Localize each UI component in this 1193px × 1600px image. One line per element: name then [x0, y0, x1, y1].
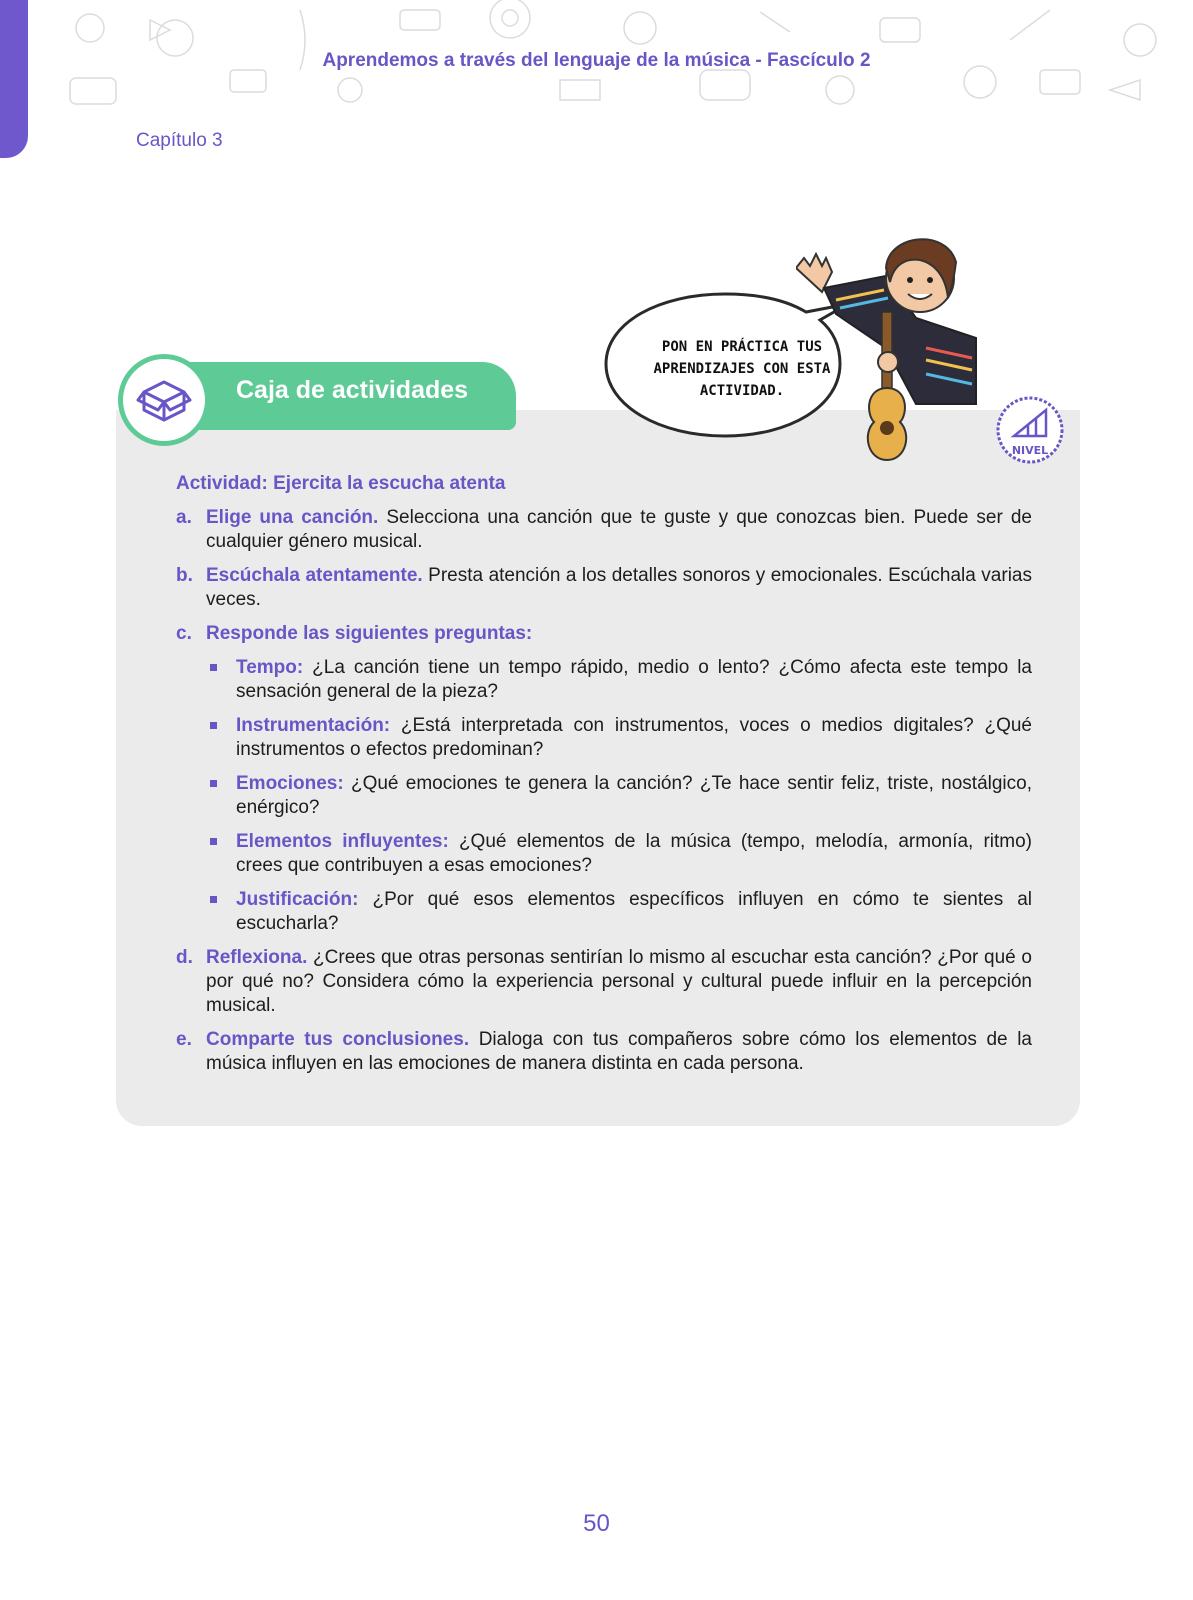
bullet-icon [210, 722, 217, 729]
level-badge-icon [994, 390, 1066, 472]
question-text: ¿Qué elementos de la música (tempo, melodía, armonía, ritmo) crees que contribuyen a esas emociones? [236, 831, 1032, 876]
question-heading: Tempo: [236, 657, 304, 678]
list-item [176, 506, 1032, 554]
bullet-icon [210, 664, 217, 671]
page-number: 50 [583, 1510, 610, 1537]
item-label: a. [176, 507, 192, 528]
item-label: e. [176, 1029, 192, 1050]
open-box-icon [136, 372, 192, 428]
question-heading: Instrumentación: [236, 715, 391, 736]
item-text: Presta atención a los detalles sonoros y emocionales. Escúchala varias veces. [206, 565, 1032, 610]
question-heading: Elementos influyentes: [236, 831, 449, 852]
item-heading: Comparte tus conclusiones. [206, 1029, 470, 1050]
box-icon [118, 354, 210, 446]
character-illustration [796, 228, 986, 464]
level-badge-text: NIVEL [1011, 444, 1049, 457]
chapter-label: Capítulo 3 [136, 130, 223, 151]
activity-box-title: Caja de actividades [236, 376, 469, 404]
item-heading: Responde las siguientes preguntas: [206, 623, 533, 644]
question-text: ¿Por qué esos elementos específicos influyen en cómo te sientes al escucharla? [236, 889, 1032, 934]
side-color-tab [0, 0, 28, 158]
speech-bubble-text: PON EN PRÁCTICA TUS APRENDIZAJES CON ESTA ACTIVIDAD. [653, 339, 831, 399]
bullet-icon [210, 896, 217, 903]
question-text: ¿Qué emociones te genera la canción? ¿Te hace sentir feliz, triste, nostálgico, enérgico? [236, 773, 1032, 818]
bullet-icon [210, 780, 217, 787]
question-item [176, 772, 1032, 820]
item-text: Selecciona una canción que te guste y que conozcas bien. Puede ser de cualquier género musical. [206, 507, 1032, 552]
list-item [176, 564, 1032, 612]
question-text: ¿Está interpretada con instrumentos, voces o medios digitales? ¿Qué instrumentos o efectos predominan? [236, 715, 1032, 760]
question-item [176, 656, 1032, 704]
activity-title: Actividad: Ejercita la escucha atenta [176, 473, 506, 494]
item-heading: Elige una canción. [206, 507, 379, 528]
list-item [176, 1028, 1032, 1076]
question-heading: Emociones: [236, 773, 344, 794]
item-label: b. [176, 565, 193, 586]
question-text: ¿La canción tiene un tempo rápido, medio o lento? ¿Cómo afecta este tempo la sensación general de la pieza? [236, 657, 1032, 702]
item-text: ¿Crees que otras personas sentirían lo mismo al escuchar esta canción? ¿Por qué o por qué no? Considera cómo la experiencia personal y cultural puede influir en la percepción musical. [206, 947, 1032, 1016]
item-text: Dialoga con tus compañeros sobre cómo los elementos de la música influyen en las emociones de manera distinta en cada persona. [206, 1029, 1032, 1074]
item-heading: Escúchala atentamente. [206, 565, 423, 586]
question-item [176, 714, 1032, 762]
activity-content [176, 472, 1032, 1086]
bullet-icon [210, 838, 217, 845]
list-item [176, 622, 1032, 646]
question-item [176, 830, 1032, 878]
item-label: d. [176, 947, 193, 968]
item-label: c. [176, 623, 192, 644]
question-heading: Justificación: [236, 889, 359, 910]
list-item [176, 946, 1032, 1018]
header-title: Aprendemos a través del lenguaje de la música - Fascículo 2 [322, 50, 871, 71]
item-heading: Reflexiona. [206, 947, 308, 968]
question-item [176, 888, 1032, 936]
